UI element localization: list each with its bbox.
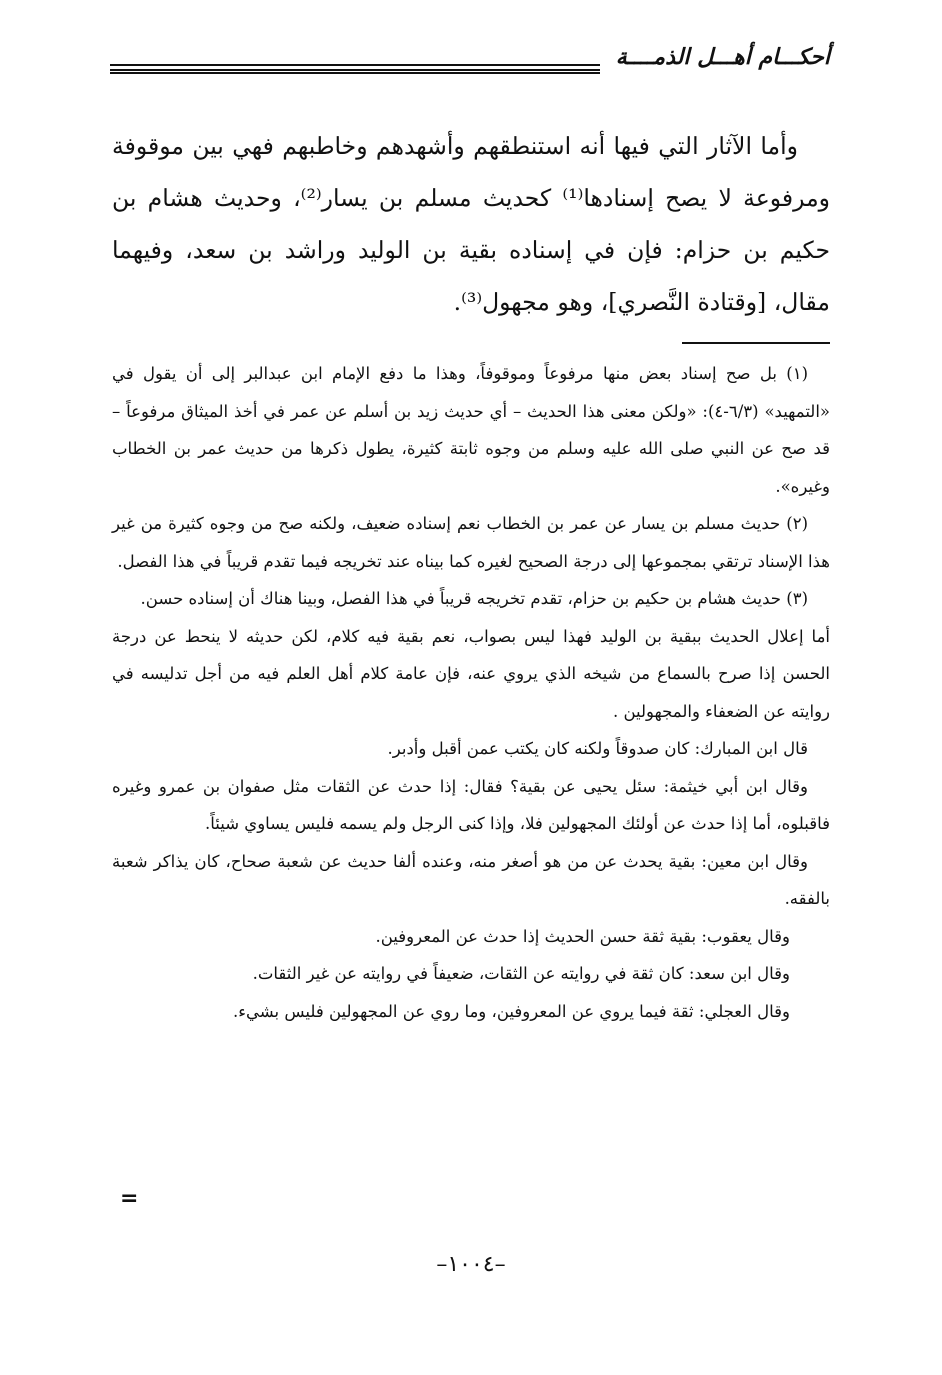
footnote-quote-ibn-abi-khaythama: وقال ابن أبي خيثمة: سئل يحيى عن بقية؟ فقال: إذا حدث عن الثقات مثل صفوان بن عمرو وغيره فاقبلوه، أما إذا حدث عن أولئك المجهولين فلا، وإذا كنى الرجل ولم يسمه فليس يساوي شيئاً. <box>112 776 830 833</box>
footnote-quote-ibn-main: وقال ابن معين: بقية يحدث عن من هو أصغر منه، وعنده ألفا حديث عن شعبة صحاح، كان يذاكر شعبة بالفقه. <box>112 851 830 908</box>
footnote-quote-ibn-mubarak: قال ابن المبارك: كان صدوقاً ولكنه كان يكتب عمن أقبل وأدبر. <box>387 739 808 758</box>
footnote-quote-ibn-sad: وقال ابن سعد: كان ثقة في روايته عن الثقات، ضعيفاً في روايته عن غير الثقات. <box>252 964 790 983</box>
header-title: أحكـــام أهـــل الذمــــة <box>615 45 830 70</box>
footnote-separator <box>682 342 830 344</box>
main-paragraph: وأما الآثار التي فيها أنه استنطقهم وأشهدهم وخاطبهم فهي بين موقوفة ومرفوعة لا يصح إسنادها⁽¹⁾ كحديث مسلم بن يسار⁽²⁾، وحديث هشام بن حكيم بن حزام: فإن في إسناده بقية بن الوليد وراشد بن سعد، وفيهما مقال، [وقتادة النَّصري]، وهو مجهول⁽³⁾. <box>112 132 831 316</box>
footnote-1: (١) بل صح إسناد بعض منها مرفوعاً وموقوفاً، وهذا ما دفع الإمام ابن عبدالبر إلى أن يقول في «التمهيد» (٦/٣-٤): «ولكن معنى هذا الحديث – أي حديث زيد بن أسلم عن عمر في أخذ الميثاق مرفوعاً – قد صح عن النبي صلى الله عليه وسلم من وجوه ثابتة كثيرة، يطول ذكرها من حديث عمر بن الخطاب وغيره». <box>112 364 831 496</box>
footnotes-section <box>112 355 830 1030</box>
header-rule-lower <box>110 72 600 74</box>
page-number: –١٠٠٤– <box>436 1252 506 1277</box>
footnote-quote-ijli: وقال العجلي: ثقة فيما يروي عن المعروفين، وما روي عن المجهولين فليس بشيء. <box>233 1001 790 1021</box>
header-rule <box>110 64 600 71</box>
continuation-mark: = <box>120 1186 139 1211</box>
footnote-2: (٢) حديث مسلم بن يسار عن عمر بن الخطاب نعم إسناده ضعيف، ولكنه صح من وجوه كثيرة من غير هذا الإسناد ترتقي بمجموعها إلى درجة الصحيح لغيره كما بيناه عند تخريجه فيما تقدم قريباً في هذا الفصل. <box>112 514 830 571</box>
footnote-3-continuation: أما إعلال الحديث ببقية بن الوليد فهذا ليس بصواب، نعم بقية فيه كلام، لكن حديثه لا ينحط عن درجة الحسن إذا صرح بالسماع من شيخه الذي يروي عنه، فإن عامة كلام أهل العلم فيه من أجل تدليسه في روايته عن الضعفاء والمجهولين . <box>112 626 830 721</box>
running-header <box>110 38 830 78</box>
footnote-quote-yaqub: وقال يعقوب: بقية ثقة حسن الحديث إذا حدث عن المعروفين. <box>375 926 790 946</box>
footnote-3: (٣) حديث هشام بن حكيم بن حزام، تقدم تخريجه قريباً في هذا الفصل، وبينا هناك أن إسناده حسن. <box>140 589 808 608</box>
